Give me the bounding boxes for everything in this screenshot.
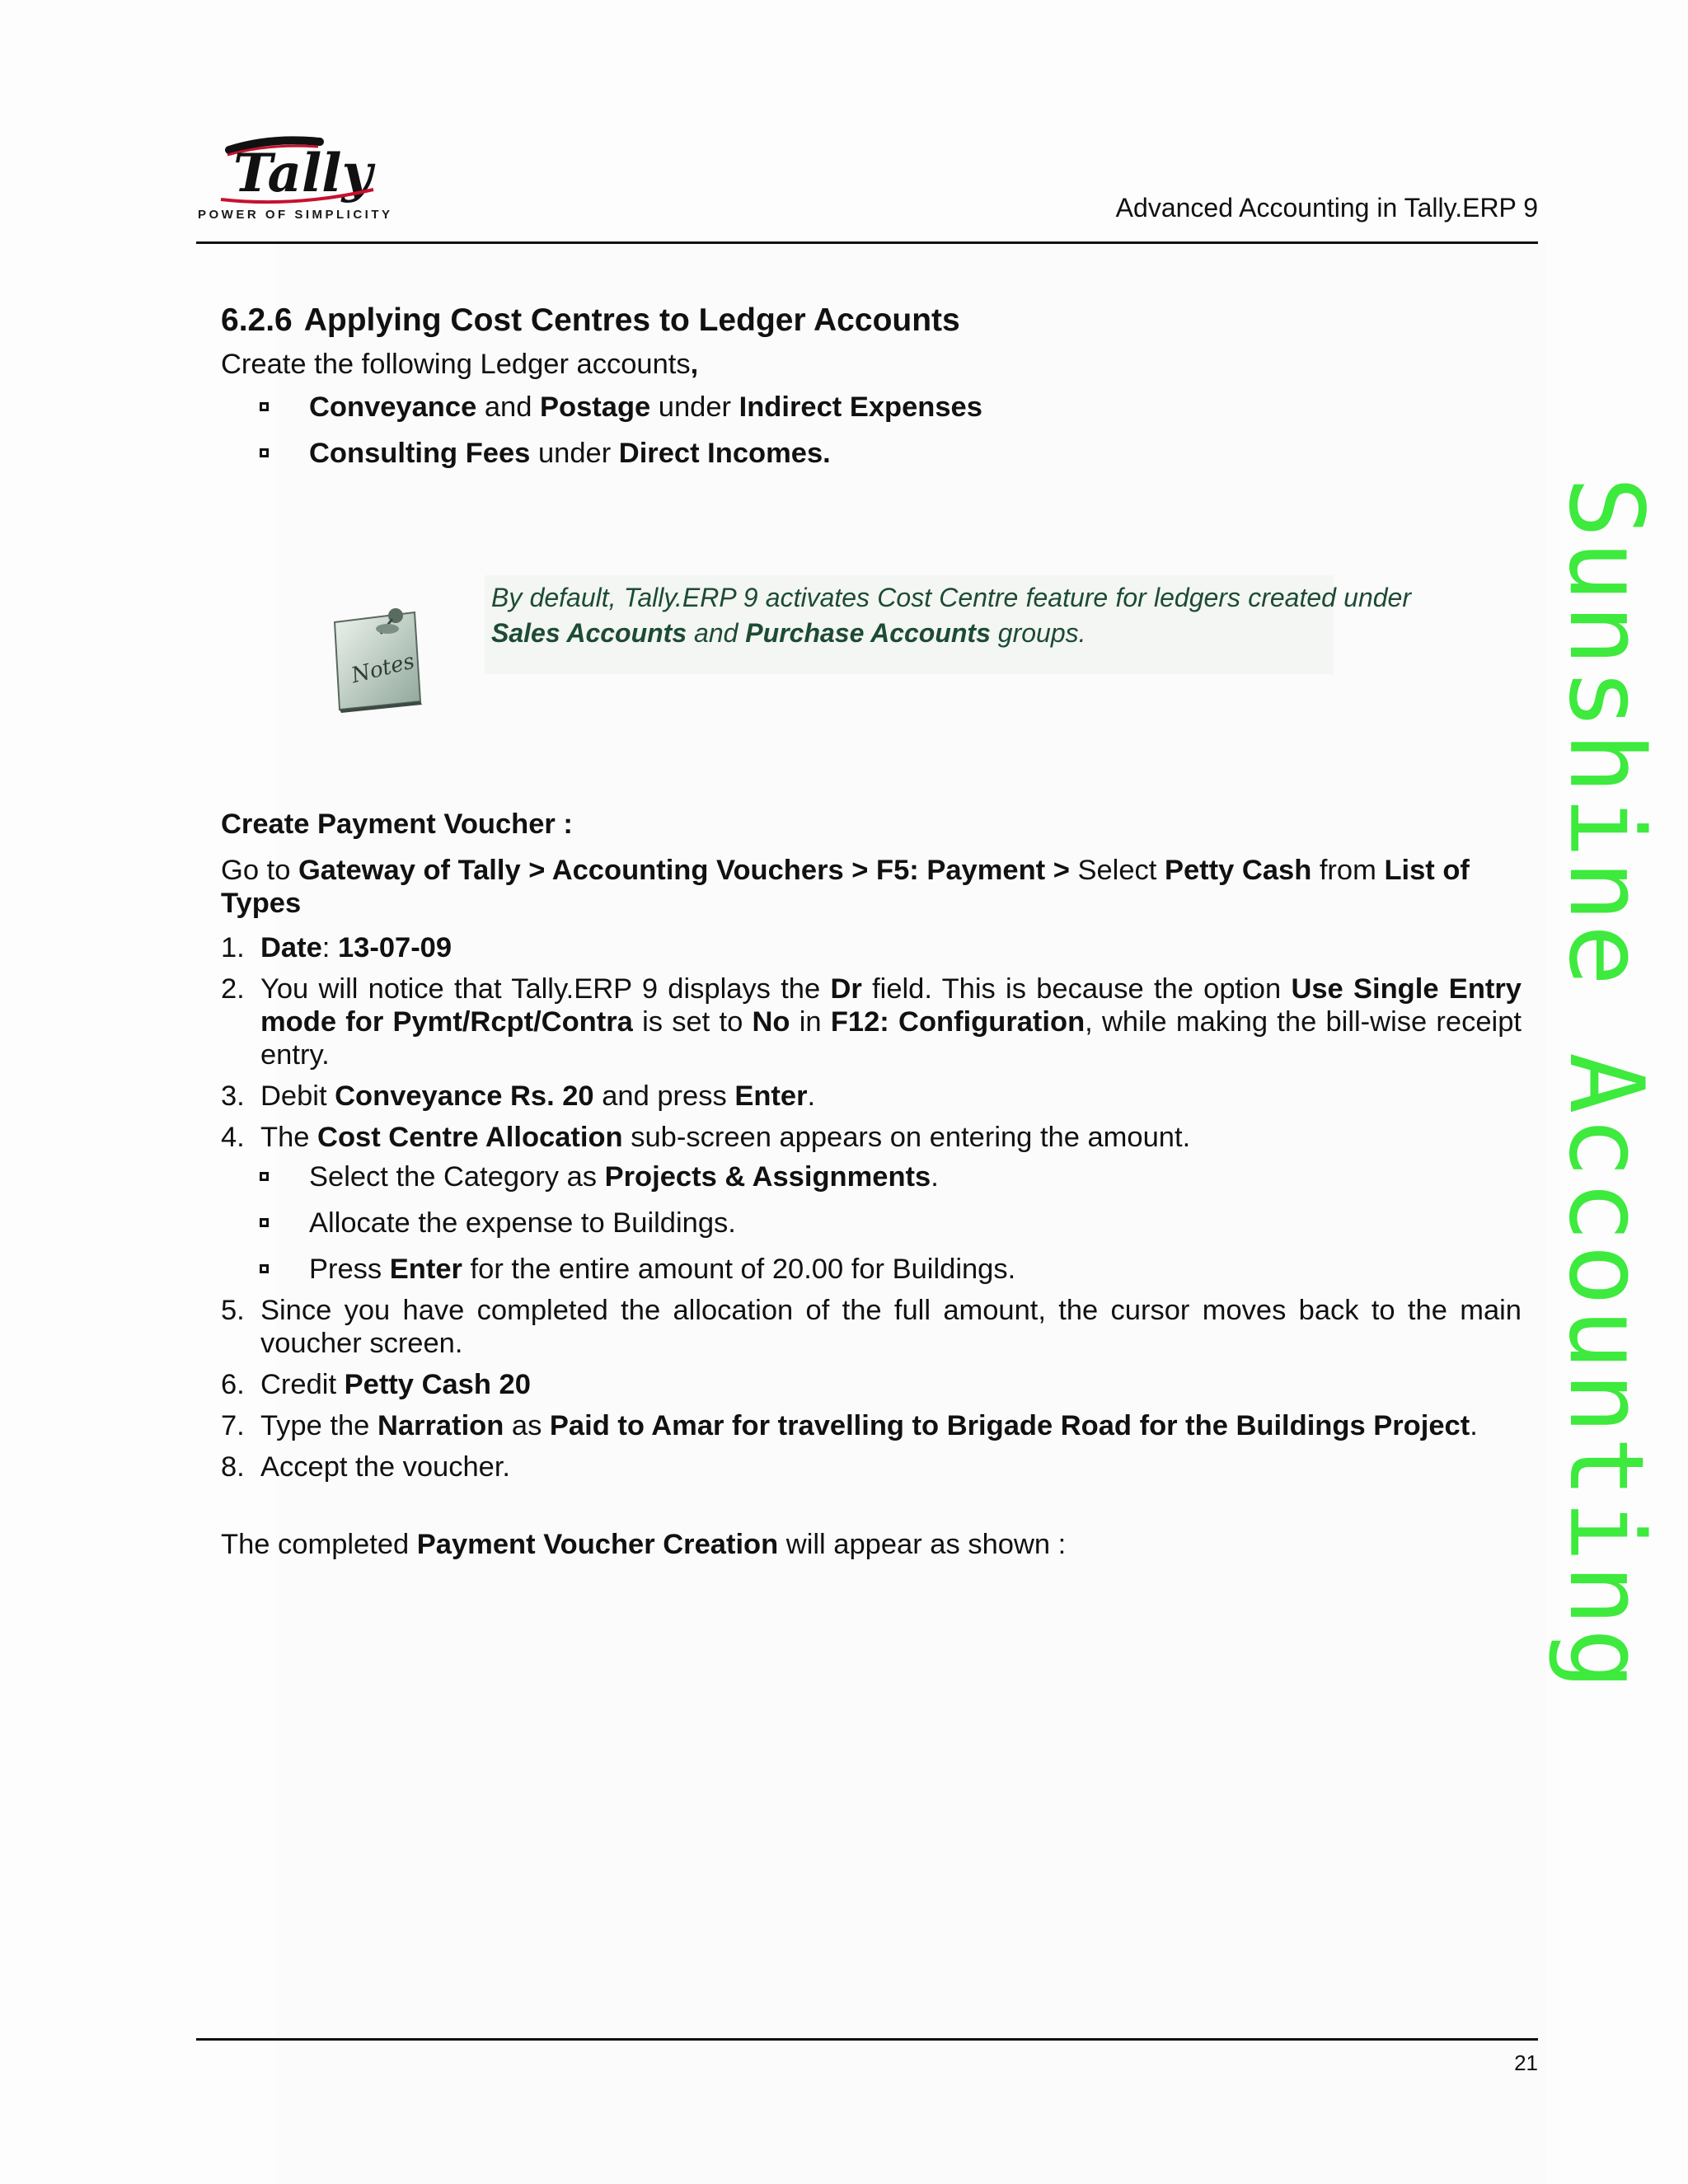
text-bold: Conveyance Rs. 20 bbox=[335, 1080, 594, 1112]
text-bold: Paid to Amar for travelling to Brigade Road for the Buildings Project bbox=[549, 1410, 1470, 1441]
text: will appear as shown : bbox=[778, 1529, 1067, 1560]
group-name: Direct Incomes. bbox=[618, 438, 831, 469]
step-item bbox=[221, 1294, 1522, 1360]
text: Select bbox=[1069, 855, 1165, 886]
footer-rule bbox=[196, 2038, 1538, 2041]
square-bullet-icon bbox=[260, 1172, 269, 1181]
step-item bbox=[221, 931, 1522, 964]
payment-section bbox=[221, 808, 1522, 1561]
tally-logo bbox=[196, 132, 402, 223]
payment-heading bbox=[221, 808, 1522, 841]
text: Since you have completed the allocation of the full amount, the cursor moves back to the main voucher screen. bbox=[260, 1295, 1522, 1359]
step-number: 2. bbox=[221, 973, 245, 1005]
text-bold: Enter bbox=[389, 1254, 462, 1285]
step-number: 7. bbox=[221, 1410, 245, 1441]
text: as bbox=[504, 1410, 550, 1441]
text: , while making the bill-wise receipt entry. bbox=[260, 1006, 1522, 1071]
group-name: Indirect Expenses bbox=[738, 391, 982, 423]
step-number: 3. bbox=[221, 1080, 245, 1112]
square-bullet-icon bbox=[260, 448, 269, 457]
square-bullet-icon bbox=[260, 402, 269, 411]
note-callout bbox=[279, 526, 1432, 724]
text-bold: Petty Cash 20 bbox=[344, 1369, 531, 1400]
text: in bbox=[790, 1006, 831, 1038]
watermark-text: Sunshine Accounting bbox=[1546, 476, 1665, 1693]
text-bold: Dr bbox=[830, 973, 862, 1005]
text: : bbox=[321, 932, 338, 963]
text: and bbox=[476, 391, 540, 423]
text-bold: No bbox=[752, 1006, 790, 1038]
step-item bbox=[221, 1368, 1522, 1401]
text: Type the bbox=[260, 1410, 377, 1441]
text: You will notice that Tally.ERP 9 displays the bbox=[260, 973, 831, 1005]
intro-label: Create the following Ledger accounts bbox=[221, 349, 691, 380]
voucher-type: Petty Cash bbox=[1164, 855, 1312, 886]
step-number: 6. bbox=[221, 1369, 245, 1400]
text: under bbox=[530, 438, 619, 469]
intro-comma: , bbox=[690, 349, 699, 380]
watermark bbox=[1546, 476, 1672, 1721]
closing-text bbox=[221, 1528, 1522, 1561]
notes-icon bbox=[328, 604, 435, 715]
list-item bbox=[221, 1160, 1522, 1193]
note-bold-part: Purchase Accounts bbox=[745, 618, 991, 648]
text-bold: Enter bbox=[734, 1080, 808, 1112]
note-bold-part: Sales Accounts bbox=[491, 618, 687, 648]
text: Accept the voucher. bbox=[260, 1451, 511, 1483]
text: Select the Category as bbox=[309, 1161, 605, 1193]
running-head: Advanced Accounting in Tally.ERP 9 bbox=[1115, 193, 1538, 223]
text: The bbox=[260, 1122, 318, 1153]
tally-logo-mark bbox=[196, 132, 402, 210]
step-item bbox=[221, 1451, 1522, 1483]
note-text-part: By default, Tally.ERP 9 activates Cost Centre feature for ledgers created under bbox=[491, 583, 1411, 612]
square-bullet-icon bbox=[260, 1218, 269, 1227]
step-item bbox=[221, 1121, 1522, 1286]
section-heading bbox=[221, 300, 1522, 341]
text-bold: Projects & Assignments bbox=[604, 1161, 931, 1193]
text-bold: F12: Configuration bbox=[830, 1006, 1085, 1038]
step-item bbox=[221, 972, 1522, 1071]
text: and press bbox=[593, 1080, 735, 1112]
ledger-name: Conveyance bbox=[309, 391, 477, 423]
text: . bbox=[1470, 1410, 1478, 1441]
text: The completed bbox=[221, 1529, 417, 1560]
payment-heading-text: Create Payment Voucher : bbox=[221, 808, 573, 840]
text-bold: Payment Voucher Creation bbox=[416, 1529, 779, 1560]
step-number: 1. bbox=[221, 932, 245, 963]
text: Debit bbox=[260, 1080, 335, 1112]
list-item bbox=[221, 1207, 1522, 1240]
section-body bbox=[221, 300, 1522, 483]
text: for the entire amount of 20.00 for Buildings. bbox=[462, 1254, 1016, 1285]
page-number: 21 bbox=[1514, 2050, 1538, 2075]
section-number: 6.2.6 bbox=[221, 302, 293, 338]
text: field. This is because the option bbox=[861, 973, 1292, 1005]
step-number: 5. bbox=[221, 1295, 245, 1326]
list-item bbox=[221, 437, 1522, 470]
step-number: 4. bbox=[221, 1122, 245, 1153]
logo-tagline: POWER OF SIMPLICITY bbox=[198, 208, 393, 222]
ledger-list bbox=[221, 391, 1522, 470]
note-text-part: and bbox=[687, 618, 746, 648]
text: Press bbox=[309, 1254, 390, 1285]
square-bullet-icon bbox=[260, 1264, 269, 1273]
menu-path: Gateway of Tally > Accounting Vouchers > F5: Payment > bbox=[298, 855, 1070, 886]
text-bold: Cost Centre Allocation bbox=[317, 1122, 623, 1153]
note-text-part: groups. bbox=[990, 618, 1086, 648]
header-rule bbox=[196, 241, 1538, 244]
list-name: List of Types bbox=[221, 855, 1470, 919]
list-item bbox=[221, 391, 1522, 424]
text: Allocate the expense to Buildings. bbox=[309, 1207, 736, 1239]
section-title: Applying Cost Centres to Ledger Accounts bbox=[303, 302, 960, 338]
text: Credit bbox=[260, 1369, 345, 1400]
text: Go to bbox=[221, 855, 298, 886]
text: . bbox=[931, 1161, 939, 1193]
steps-list bbox=[221, 931, 1522, 1483]
text-bold: Date bbox=[260, 932, 322, 963]
text-bold: Narration bbox=[377, 1410, 504, 1441]
text: from bbox=[1311, 855, 1385, 886]
page-header bbox=[196, 132, 1538, 243]
text: . bbox=[807, 1080, 816, 1112]
text: is set to bbox=[632, 1006, 753, 1038]
step-item bbox=[221, 1409, 1522, 1442]
navigation-path bbox=[221, 854, 1522, 920]
step-item bbox=[221, 1080, 1522, 1113]
text-bold: Use Single Entry mode for Pymt/Rcpt/Contra bbox=[260, 973, 1522, 1038]
sub-step-list bbox=[221, 1160, 1522, 1286]
note-text bbox=[491, 580, 1411, 651]
text-bold: 13-07-09 bbox=[337, 932, 452, 963]
notes-icon-label: Notes bbox=[349, 649, 417, 689]
intro-text bbox=[221, 348, 1522, 381]
list-item bbox=[221, 1253, 1522, 1286]
ledger-name: Consulting Fees bbox=[309, 438, 531, 469]
ledger-name: Postage bbox=[540, 391, 651, 423]
text: under bbox=[650, 391, 739, 423]
text: sub-screen appears on entering the amount. bbox=[622, 1122, 1191, 1153]
step-number: 8. bbox=[221, 1451, 245, 1483]
logo-wordmark: Tally bbox=[233, 143, 373, 204]
